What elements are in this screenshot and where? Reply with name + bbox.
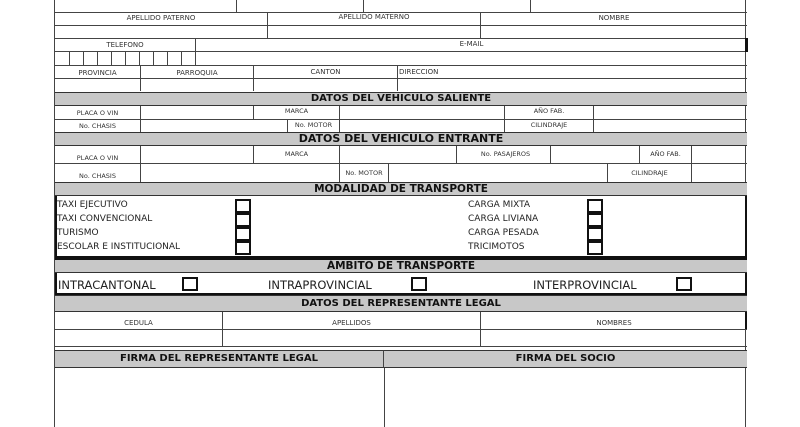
vehiculo-entrante-header: DATOS DEL VEHICULO ENTRANTE <box>55 132 747 146</box>
modalidad-taxi-ejecutivo-label: TAXI EJECUTIVO <box>57 200 128 210</box>
form-sheet <box>54 0 746 427</box>
modalidad-carga-pesada-checkbox[interactable] <box>587 227 603 241</box>
ambito-interprovincial-label: INTERPROVINCIAL <box>533 278 637 292</box>
representante-nombres-input[interactable] <box>481 330 747 346</box>
modalidad-tricimotos-checkbox[interactable] <box>587 241 603 255</box>
saliente-cilindraje-label: CILINDRAJE <box>530 121 568 129</box>
apellido-paterno-input[interactable] <box>55 26 267 38</box>
modalidad-carga-pesada-label: CARGA PESADA <box>468 228 539 238</box>
apellido-materno-input[interactable] <box>268 26 480 38</box>
entrante-pasajeros-label: No. PASAJEROS <box>480 150 531 158</box>
vehiculo-saliente-header: DATOS DEL VEHICULO SALIENTE <box>55 92 747 106</box>
nombre-label: NOMBRE <box>598 14 630 22</box>
saliente-marca-label: MARCA <box>284 107 309 115</box>
ambito-interprovincial-checkbox[interactable] <box>676 277 692 291</box>
email-label: E-MAIL <box>459 40 484 48</box>
ambito-intraprovincial-checkbox[interactable] <box>411 277 427 291</box>
representante-cedula-label: CEDULA <box>124 319 153 327</box>
entrante-anio-input[interactable] <box>692 146 747 163</box>
representante-nombres-label: NOMBRES <box>596 319 632 327</box>
modalidad-carga-liviana-checkbox[interactable] <box>587 213 603 227</box>
firma-representante-area[interactable] <box>55 368 384 427</box>
ambito-intraprovincial-label: INTRAPROVINCIAL <box>268 278 372 292</box>
modalidad-taxi-convencional-checkbox[interactable] <box>235 213 251 227</box>
modalidad-escolar-checkbox[interactable] <box>235 241 251 255</box>
representante-cedula-input[interactable] <box>55 330 222 346</box>
top-field-4[interactable] <box>531 0 746 12</box>
modalidad-escolar-label: ESCOLAR E INSTITUCIONAL <box>57 242 181 252</box>
modalidad-turismo-label: TURISMO <box>57 228 99 238</box>
modalidad-carga-mixta-label: CARGA MIXTA <box>468 200 531 210</box>
parroquia-input[interactable] <box>141 79 253 91</box>
canton-label: CANTON <box>310 68 341 76</box>
top-field-3[interactable] <box>364 0 530 12</box>
direccion-label: DIRECCION <box>399 68 439 76</box>
entrante-placa-input[interactable] <box>141 146 253 163</box>
provincia-input[interactable] <box>55 79 140 91</box>
modalidad-turismo-checkbox[interactable] <box>235 227 251 241</box>
entrante-marca-label: MARCA <box>284 150 309 158</box>
modalidad-header: MODALIDAD DE TRANSPORTE <box>55 182 747 196</box>
provincia-label: PROVINCIA <box>78 69 117 77</box>
saliente-cilindraje-input[interactable] <box>594 120 747 132</box>
apellido-paterno-label: APELLIDO PATERNO <box>126 14 196 22</box>
modalidad-taxi-convencional-label: TAXI CONVENCIONAL <box>57 214 153 224</box>
saliente-chasis-label: No. CHASIS <box>79 122 116 130</box>
ambito-header: ÁMBITO DE TRANSPORTE <box>55 258 747 273</box>
telefono-label: TELEFONO <box>106 41 144 49</box>
firma-socio-header: FIRMA DEL SOCIO <box>384 350 747 368</box>
saliente-motor-input[interactable] <box>340 120 504 132</box>
telefono-digit-boxes[interactable] <box>55 52 195 65</box>
firma-representante-header: FIRMA DEL REPRESENTANTE LEGAL <box>55 350 384 368</box>
ambito-intracantonal-label: INTRACANTONAL <box>58 278 156 292</box>
direccion-input[interactable] <box>398 79 747 91</box>
entrante-placa-label: PLACA O VIN <box>76 154 119 162</box>
modalidad-tricimotos-label: TRICIMOTOS <box>468 242 525 252</box>
entrante-chasis-input[interactable] <box>141 164 339 182</box>
entrante-cilindraje-input[interactable] <box>692 164 747 182</box>
canton-input[interactable] <box>254 79 397 91</box>
entrante-cilindraje-label: CILINDRAJE <box>631 169 668 177</box>
nombre-input[interactable] <box>481 26 747 38</box>
entrante-pasajeros-input[interactable] <box>551 146 593 163</box>
modalidad-carga-mixta-checkbox[interactable] <box>587 199 603 213</box>
representante-header: DATOS DEL REPRESENTANTE LEGAL <box>55 295 747 312</box>
saliente-marca-input[interactable] <box>340 106 504 119</box>
email-input[interactable] <box>196 52 747 65</box>
top-field-1[interactable] <box>55 0 236 12</box>
saliente-placa-label: PLACA O VIN <box>76 109 119 117</box>
saliente-motor-label: No. MOTOR <box>294 121 333 129</box>
modalidad-carga-liviana-label: CARGA LIVIANA <box>468 214 539 224</box>
top-field-2[interactable] <box>237 0 363 12</box>
entrante-motor-label: No. MOTOR <box>345 169 383 177</box>
firma-socio-area[interactable] <box>385 368 747 427</box>
saliente-placa-input[interactable] <box>141 106 253 119</box>
saliente-chasis-input[interactable] <box>141 120 287 132</box>
ambito-intracantonal-checkbox[interactable] <box>182 277 198 291</box>
entrante-anio-label: AÑO FAB. <box>650 150 681 158</box>
parroquia-label: PARROQUIA <box>176 69 218 77</box>
entrante-chasis-label: No. CHASIS <box>79 172 116 180</box>
entrante-marca-input[interactable] <box>340 146 456 163</box>
saliente-anio-input[interactable] <box>594 106 747 119</box>
representante-apellidos-label: APELLIDOS <box>332 319 371 327</box>
entrante-motor-input[interactable] <box>389 164 607 182</box>
saliente-anio-label: AÑO FAB. <box>533 107 565 115</box>
modalidad-taxi-ejecutivo-checkbox[interactable] <box>235 199 251 213</box>
representante-apellidos-input[interactable] <box>223 330 480 346</box>
apellido-materno-label: APELLIDO MATERNO <box>338 13 410 21</box>
